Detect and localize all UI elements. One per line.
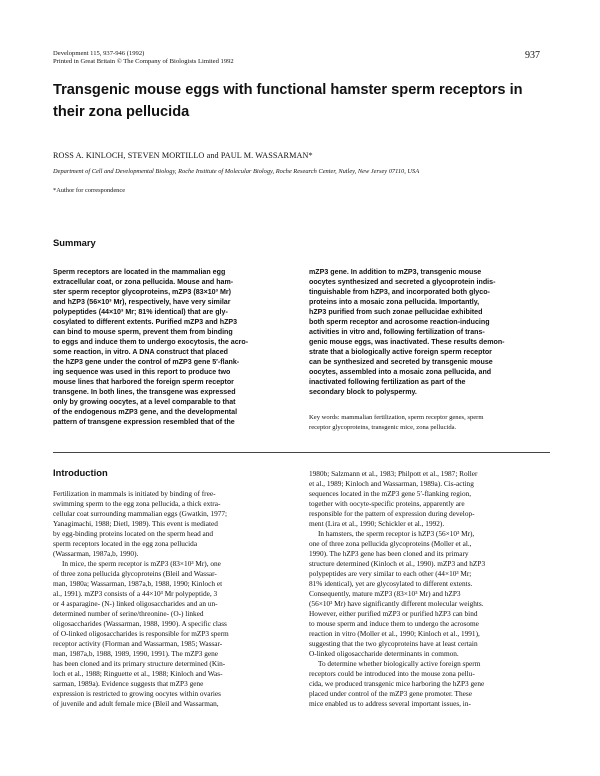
keywords [309,413,551,432]
body-line: In mice, the sperm receptor is mZP3 (83×10³ Mr), one [62,559,221,568]
body-line: of three zona pellucida glycoproteins (Bleil and Wassar- [53,569,217,578]
body-line: man, 1980a; Wassarman, 1987a,b, 1988, 1990; Kinloch et [53,579,223,588]
body-line: polypeptides are very similar to each other (44×10³ Mr; [309,569,472,578]
body-line: Fertilization in mammals is initiated by binding of free- [53,489,216,498]
body-line: Consequently, mature mZP3 (83×10³ Mr) and hZP3 [309,589,461,598]
summary-line: inactivated following fertilization as part of the [309,378,466,386]
body-line: (56×10³ Mr) have significantly different molecular weights. [309,599,484,608]
body-line: swimming sperm to the egg zona pellucida, a thick extra- [53,499,221,508]
introduction-column-right [309,469,551,709]
body-line: has been cloned and its primary structure determined (Kin- [53,659,226,668]
summary-line: of the endogenous mZP3 gene, and the developmental [53,408,238,416]
summary-line: to eggs and induce them to undergo exocytosis, the acro- [53,338,249,346]
summary-column-right [309,267,551,397]
summary-line: tinguishable from hZP3, and incorporated both glyco- [309,288,490,296]
body-line: cida, we produced transgenic mice harboring the hZP3 gene [309,679,485,688]
summary-line: pattern of transgene expression resembled that of the [53,418,235,426]
summary-line: ing sequence was used in this report to produce two [53,368,231,376]
summary-heading: Summary [53,237,96,248]
summary-line: polypeptides (44×10³ Mr; 81% identical) that are gly- [53,308,228,316]
body-line: ment (Lira et al., 1990; Schickler et al., 1992). [309,519,445,528]
body-line: of juvenile and adult female mice (Bleil and Wassarman, [53,699,219,708]
page-number: 937 [525,50,540,61]
article-authors: ROSS A. KINLOCH, STEVEN MORTILLO and PAUL M. WASSARMAN* [53,151,313,160]
body-line: responsible for the pattern of expression during develop- [309,509,475,518]
body-line: et al., 1989; Kinloch and Wassarman, 1989a). Cis-acting [309,479,474,488]
summary-line: can bind to mouse sperm, prevent them from binding [53,328,233,336]
body-line: In hamsters, the sperm receptor is hZP3 (56×10³ Mr), [318,529,475,538]
summary-line: hZP3 purified from such zonae pellucidae exhibited [309,308,483,316]
body-line: man, 1987a,b, 1988, 1989, 1990, 1991). The mZP3 gene [53,649,219,658]
summary-line: only by growing oocytes, at a level comparable to that [53,398,236,406]
summary-line: mZP3 gene. In addition to mZP3, transgenic mouse [309,268,482,276]
summary-line: cosylated to different extents. Purified mZP3 and hZP3 [53,318,238,326]
summary-line: can be synthesized and secreted by transgenic mouse [309,358,493,366]
body-line: to mouse sperm and induce them to undergo the acrosome [309,619,479,628]
summary-line: the hZP3 gene under the control of mZP3 gene 5′-flank- [53,358,240,366]
summary-line: both sperm receptor and acrosome reaction-inducing [309,318,490,326]
body-line: 81% identical), yet are glycosylated to different extents. [309,579,473,588]
body-line: sperm receptors located in the egg zona pellucida [53,539,198,548]
body-line: However, either purified mZP3 or purified hZP3 can bind [309,609,478,618]
body-line: placed under control of the mZP3 gene promoter. These [309,689,472,698]
body-line: oligosaccharides (Wassarman, 1988, 1990). A specific class [53,619,227,628]
body-line: (Wassarman, 1987a,b, 1990). [53,549,139,558]
introduction-heading: Introduction [53,467,108,478]
body-line: structure determined (Kinloch et al., 1990). mZP3 and hZP3 [309,559,486,568]
summary-line: extracellular coat, or zona pellucida. Mouse and ham- [53,278,234,286]
summary-line: oocytes synthesized and secreted a glycoprotein indis- [309,278,496,286]
summary-line: transgene. In both lines, the transgene was expressed [53,388,236,396]
summary-line: some reaction, in vitro. A DNA construct that placed [53,348,229,356]
body-line: together with oocyte-specific proteins, apparently are [309,499,465,508]
body-line: O-linked oligosaccharide determinants in common. [309,649,459,658]
body-line: expression is restricted to growing oocytes within ovaries [53,689,221,698]
correspondence-note: *Author for correspondence [53,187,126,194]
summary-line: genic mouse eggs, was inactivated. These results demon- [309,338,505,346]
body-line: Yanagimachi, 1988; Dietl, 1989). This event is mediated [53,519,218,528]
keywords-line: Key words: mammalian fertilization, sperm receptor genes, sperm [309,414,484,421]
body-line: by egg-binding proteins located on the sperm head and [53,529,214,538]
body-line: al., 1991). mZP3 consists of a 44×10³ Mr polypeptide, 3 [53,589,218,598]
body-line: To determine whether biologically active foreign sperm [318,659,481,668]
summary-line: strate that a biologically active foreign sperm receptor [309,348,492,356]
summary-line: activities in vitro and, following fertilization of trans- [309,328,485,336]
body-line: suggesting that the two glycoproteins have at least certain [309,639,478,648]
body-line: determined number of serine/threonine- (O-) linked [53,609,204,618]
summary-column-left [53,267,296,427]
body-line: loch et al., 1988; Ringuette et al., 1988; Kinloch and Was- [53,669,223,678]
journal-copyright: Printed in Great Britain © The Company of Biologists Limited 1992 [53,58,234,65]
body-line: of O-linked oligosaccharides is responsible for mZP3 sperm [53,629,229,638]
keywords-line: receptor glycoproteins, transgenic mice, zona pellucida. [309,423,457,431]
body-line: sarman, 1989a). Evidence suggests that mZP3 gene [53,679,204,688]
summary-line: secondary block to polyspermy. [309,388,417,396]
journal-info [53,50,234,66]
summary-line: ster sperm receptor glycoproteins, mZP3 (83×10³ Mr) [53,288,231,296]
summary-line: and hZP3 (56×10³ Mr), respectively, have very similar [53,298,231,306]
body-line: mice enabled us to address several important issues, in- [309,699,471,708]
article-title: Transgenic mouse eggs with functional hamster sperm receptors in their zona pellucida [53,82,523,120]
introduction-column-left [53,489,296,709]
body-line: cellular coat surrounding mammalian eggs (Gwatkin, 1977; [53,509,228,518]
body-line: receptors could be introduced into the mouse zona pellu- [309,669,475,678]
body-line: sequences located in the mZP3 gene 5′-flanking region, [309,489,472,498]
summary-line: Sperm receptors are located in the mammalian egg [53,268,226,276]
section-divider [53,452,550,453]
summary-line: oocytes, assembled into a mosaic zona pellucida, and [309,368,492,376]
body-line: receptor activity (Florman and Wassarman, 1985; Wassar- [53,639,223,648]
body-line: one of three zona pellucida glycoproteins (Moller et al., [309,539,472,548]
body-line: reaction in vitro (Moller et al., 1990; Kinloch et al., 1991), [309,629,480,638]
body-line: 1990). The hZP3 gene has been cloned and its primary [309,549,469,558]
body-line: or 4 asparagine- (N-) linked oligosaccharides and an un- [53,599,218,608]
author-affiliation: Department of Cell and Developmental Biology, Roche Institute of Molecular Biology, Roche Research Center, Nutley, New Jersey 07110, USA [53,168,420,175]
journal-citation: Development 115, 937-946 (1992) [53,50,145,57]
summary-line: mouse lines that harbored the foreign sperm receptor [53,378,234,386]
body-line: 1980b; Salzmann et al., 1983; Philpott et al., 1987; Roller [309,469,478,478]
summary-line: proteins into a mosaic zona pellucida. Importantly, [309,298,480,306]
